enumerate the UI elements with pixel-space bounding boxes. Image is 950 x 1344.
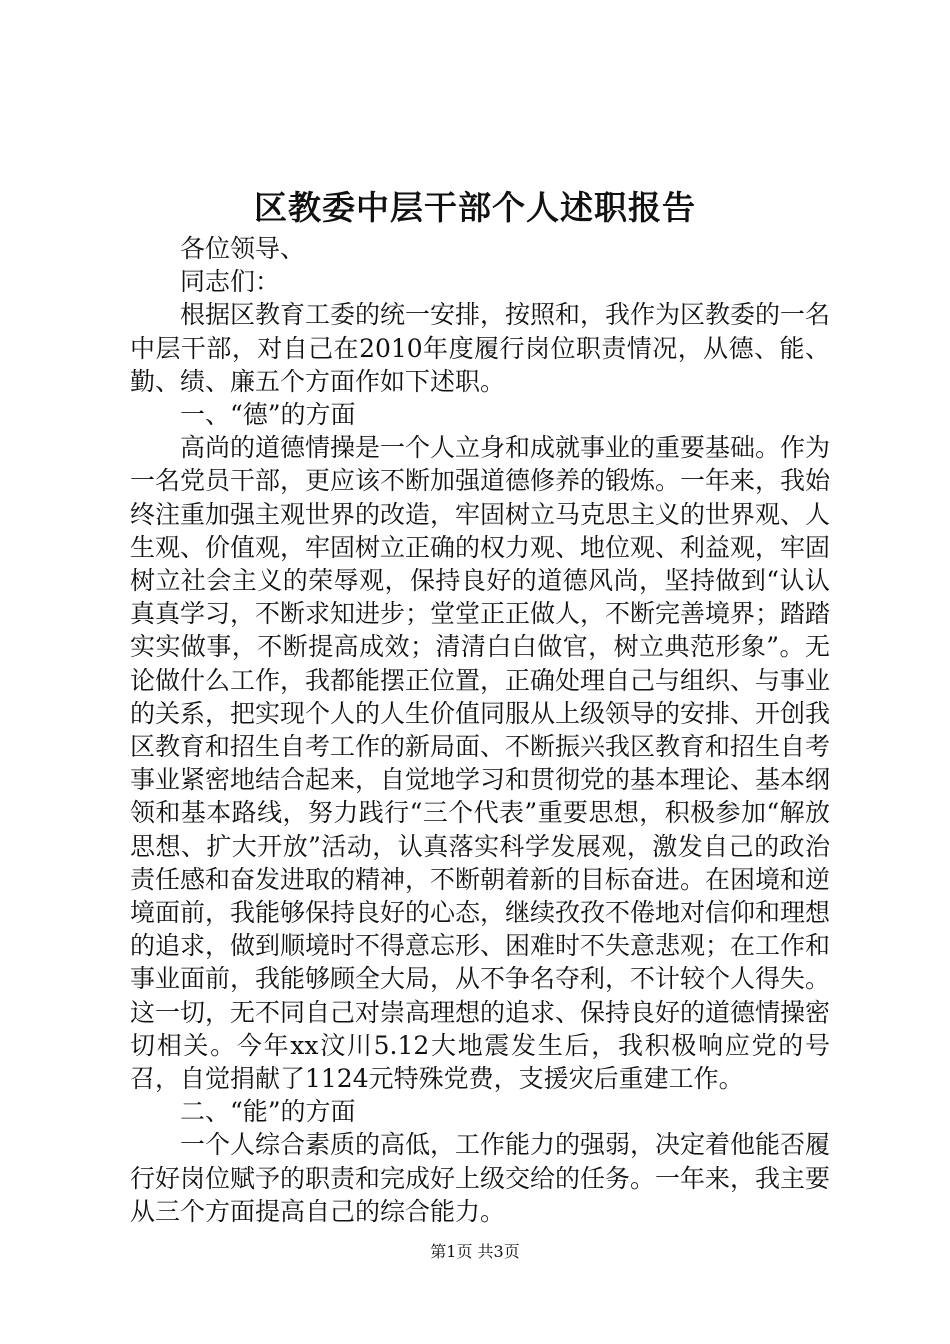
section-heading: 一、“德”的方面 — [180, 400, 356, 430]
section-heading: 二、“能”的方面 — [180, 1097, 356, 1127]
greeting-line: 同志们： — [180, 267, 281, 297]
document-title: 区教委中层干部个人述职报告 — [254, 188, 696, 227]
greeting-line: 各位领导、 — [180, 234, 306, 263]
body-paragraph: 一个人综合素质的高低，工作能力的强弱，决定着他能否履行好岗位赋予的职责和完成好上级交给的任务。一年来，我主要从三个方面提高自己的综合能力。 — [130, 1130, 831, 1226]
document-body — [130, 232, 830, 1228]
intro-paragraph: 根据区教育工委的统一安排，按照和，我作为区教委的一名中层干部，对自己在2010年度履行岗位职责情况，从德、能、勤、绩、廉五个方面作如下述职。 — [130, 300, 831, 396]
page-number-footer: 第1页 共3页 — [430, 1242, 520, 1261]
body-paragraph: 高尚的道德情操是一个人立身和成就事业的重要基础。作为一名党员干部，更应该不断加强道德修养的锻炼。一年来，我始终注重加强主观世界的改造，牢固树立马克思主义的世界观、人生观、价值观，牢固树立正确的权力观、地位观、利益观，牢固树立社会主义的荣辱观，保持良好的道德风尚，坚持做到“认认真真学习，不断求知进步；堂堂正正做人，不断完善境界；踏踏实实做事，不断提高成效；清清白白做官，树立典范形象”。无论做什么工作，我都能摆正位置，正确处理自己与组织、与事业的关系，把实现个人的人生价值同服从上级领导的安排、开创我区教育和招生自考工作的新局面、不断振兴我区教育和招生自考事业紧密地结合起来，自觉地学习和贯彻党的基本理论、基本纲领和基本路线，努力践行“三个代表”重要思想，积极参加“解放思想、扩大开放”活动，认真落实科学发展观，激发自己的政治责任感和奋发进取的精神，不断朝着新的目标奋进。在困境和逆境面前，我能够保持良好的心态，继续孜孜不倦地对信仰和理想的追求，做到顺境时不得意忘形、困难时不失意悲观；在工作和事业面前，我能够顾全大局，从不争名夺利，不计较个人得失。这一切，无不同自己对崇高理想的追求、保持良好的道德情操密切相关。今年xx汶川5.12大地震发生后，我积极响应党的号召，自觉捐献了1124元特殊党费，支援灾后重建工作。 — [130, 433, 831, 1094]
